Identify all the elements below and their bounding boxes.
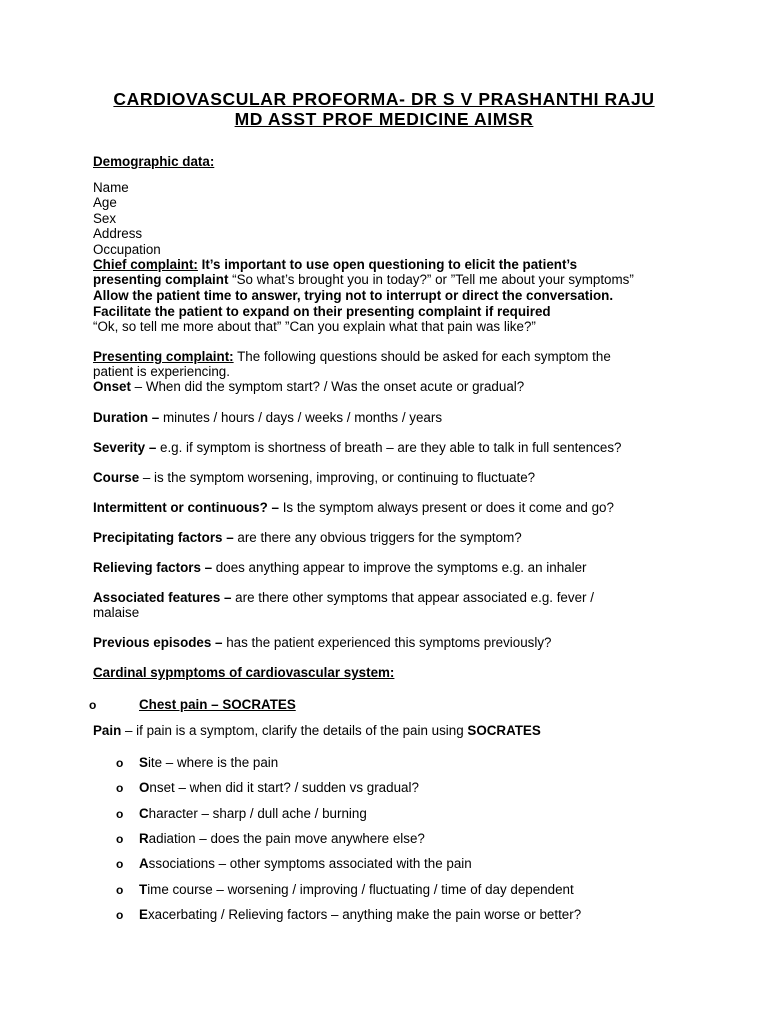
question-severity xyxy=(93,440,621,455)
question-text: minutes / hours / days / weeks / months / years xyxy=(159,410,443,425)
socrates-text: ite – where is the pain xyxy=(147,755,279,770)
pain-socrates: SOCRATES xyxy=(467,723,541,738)
pain-text: – if pain is a symptom, clarify the details of the pain using xyxy=(121,723,468,738)
chief-complaint-bold2: presenting complaint xyxy=(93,272,229,287)
presenting-complaint-text1: The following questions should be asked for each symptom the xyxy=(233,349,611,364)
pain-label: Pain xyxy=(93,723,122,738)
socrates-character xyxy=(139,806,367,821)
bullet-marker: o xyxy=(116,781,124,795)
document-title-line2: MD ASST PROF MEDICINE AIMSR xyxy=(234,109,534,129)
question-relieving xyxy=(93,560,587,575)
chief-complaint-line2 xyxy=(93,272,634,287)
socrates-site xyxy=(139,755,278,770)
question-label: Onset xyxy=(93,379,131,394)
socrates-text: adiation – does the pain move anywhere else? xyxy=(148,831,425,846)
socrates-letter: E xyxy=(139,907,148,922)
socrates-text: nset – when did it start? / sudden vs gradual? xyxy=(149,780,419,795)
bullet-marker: o xyxy=(116,883,124,897)
bullet-marker: o xyxy=(116,756,124,770)
socrates-time-course xyxy=(139,882,574,897)
chief-complaint-line3: Allow the patient time to answer, trying not to interrupt or direct the conversation. xyxy=(93,288,614,303)
socrates-onset xyxy=(139,780,419,795)
chief-complaint-label: Chief complaint: xyxy=(93,257,198,272)
socrates-text: ssociations – other symptoms associated with the pain xyxy=(148,856,472,871)
bullet-marker: o xyxy=(116,807,124,821)
socrates-letter: A xyxy=(139,856,149,871)
socrates-letter: R xyxy=(139,831,149,846)
question-label: Duration – xyxy=(93,410,160,425)
question-label: Course xyxy=(93,470,140,485)
bullet-marker: o xyxy=(89,698,97,712)
question-label: Intermittent or continuous? – xyxy=(93,500,279,515)
question-label: Relieving factors – xyxy=(93,560,213,575)
presenting-complaint-line1 xyxy=(93,349,611,364)
field-age: Age xyxy=(93,195,117,210)
question-text: has the patient experienced this symptoms previously? xyxy=(222,635,552,650)
socrates-letter: O xyxy=(139,780,150,795)
chief-complaint-line5: “Ok, so tell me more about that” ”Can you explain what that pain was like?” xyxy=(93,319,536,334)
presenting-complaint-label: Presenting complaint: xyxy=(93,349,234,364)
socrates-associations xyxy=(139,856,472,871)
question-text: e.g. if symptom is shortness of breath – are they able to talk in full sentences? xyxy=(156,440,622,455)
chief-complaint-line4: Facilitate the patient to expand on their presenting complaint if required xyxy=(93,304,551,319)
field-address: Address xyxy=(93,226,143,241)
socrates-letter: S xyxy=(139,755,148,770)
question-text: Is the symptom always present or does it come and go? xyxy=(278,500,614,515)
question-intermittent xyxy=(93,500,614,515)
cardinal-heading: Cardinal sypmptoms of cardiovascular system: xyxy=(93,665,395,680)
question-label: Precipitating factors – xyxy=(93,530,234,545)
socrates-radiation xyxy=(139,831,425,846)
question-text: are there any obvious triggers for the symptom? xyxy=(233,530,522,545)
socrates-text: xacerbating / Relieving factors – anything make the pain worse or better? xyxy=(147,907,582,922)
bullet-marker: o xyxy=(116,857,124,871)
question-label: Severity – xyxy=(93,440,157,455)
chief-complaint-bold1: It’s important to use open questioning to elicit the patient’s xyxy=(197,257,578,272)
question-course xyxy=(93,470,535,485)
field-sex: Sex xyxy=(93,211,117,226)
question-label: Previous episodes – xyxy=(93,635,223,650)
question-precipitating xyxy=(93,530,522,545)
question-onset xyxy=(93,379,524,394)
socrates-text: ime course – worsening / improving / fluctuating / time of day dependent xyxy=(147,882,574,897)
question-text: – is the symptom worsening, improving, or continuing to fluctuate? xyxy=(139,470,536,485)
question-associated-cont: malaise xyxy=(93,605,140,620)
presenting-complaint-line2: patient is experiencing. xyxy=(93,364,230,379)
document-title-line1: CARDIOVASCULAR PROFORMA- DR S V PRASHANTHI RAJU xyxy=(113,89,655,109)
bullet-marker: o xyxy=(116,832,124,846)
question-associated xyxy=(93,590,594,605)
field-occupation: Occupation xyxy=(93,242,161,257)
question-text: – When did the symptom start? / Was the onset acute or gradual? xyxy=(130,379,525,394)
socrates-text: haracter – sharp / dull ache / burning xyxy=(148,806,367,821)
question-label: Associated features – xyxy=(93,590,232,605)
field-name: Name xyxy=(93,180,129,195)
chief-complaint-line1 xyxy=(93,257,577,272)
socrates-letter: T xyxy=(139,882,148,897)
demographic-heading: Demographic data: xyxy=(93,154,215,169)
pain-intro xyxy=(93,723,541,738)
socrates-exacerbating xyxy=(139,907,581,922)
question-text: are there other symptoms that appear associated e.g. fever / xyxy=(231,590,594,605)
chest-pain-heading: Chest pain – SOCRATES xyxy=(139,697,296,712)
bullet-marker: o xyxy=(116,908,124,922)
question-previous xyxy=(93,635,552,650)
socrates-letter: C xyxy=(139,806,149,821)
question-text: does anything appear to improve the symptoms e.g. an inhaler xyxy=(212,560,587,575)
chief-complaint-quote1: “So what’s brought you in today?” or ”Tell me about your symptoms” xyxy=(228,272,634,287)
question-duration xyxy=(93,410,442,425)
